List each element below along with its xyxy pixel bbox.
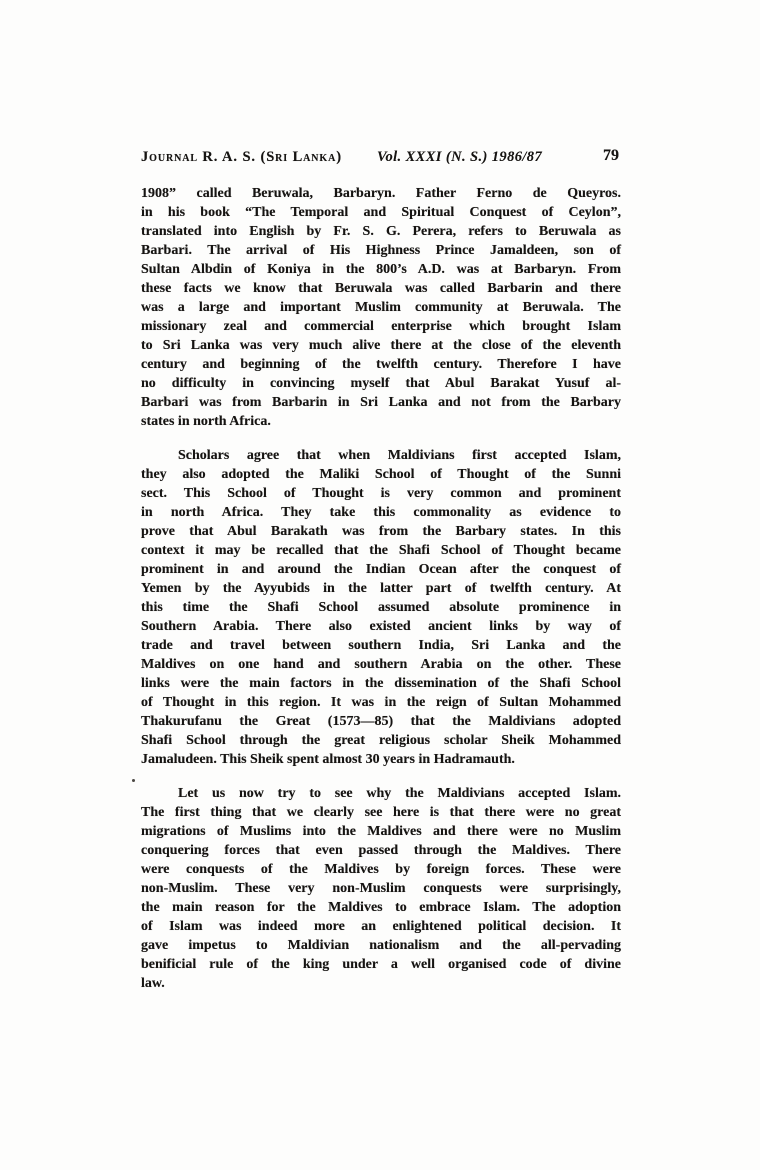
text-line: Southern Arabia. There also existed ancient links by way of <box>141 619 621 634</box>
text-line: sect. This School of Thought is very common and prominent <box>141 486 621 501</box>
journal-title: Journal R. A. S. (Sri Lanka) <box>141 149 342 165</box>
text-line: conquering forces that even passed through the Maldives. There <box>141 843 621 858</box>
text-line: prove that Abul Barakath was from the Barbary states. In this <box>141 524 621 539</box>
text-line: translated into English by Fr. S. G. Perera, refers to Beruwala as <box>141 224 621 239</box>
text-line: benificial rule of the king under a well organised code of divine <box>141 957 621 972</box>
paragraph <box>141 784 621 993</box>
text-line: The first thing that we clearly see here is that there were no great <box>141 805 621 820</box>
paragraph <box>141 184 621 431</box>
text-line: Barbari was from Barbarin in Sri Lanka and not from the Barbary <box>141 395 621 410</box>
text-line: Thakurufanu the Great (1573—85) that the Maldivians adopted <box>141 714 621 729</box>
text-line: of Islam was indeed more an enlightened political decision. It <box>141 919 621 934</box>
text-line: Scholars agree that when Maldivians first accepted Islam, <box>178 448 621 463</box>
text-line: Jamaludeen. This Sheik spent almost 30 years in Hadramauth. <box>141 752 515 767</box>
text-line: migrations of Muslims into the Maldives and there were no Muslim <box>141 824 621 839</box>
text-line: this time the Shafi School assumed absolute prominence in <box>141 600 621 615</box>
text-line: of Thought in this region. It was in the reign of Sultan Mohammed <box>141 695 621 710</box>
text-line: in his book “The Temporal and Spiritual Conquest of Ceylon”, <box>141 205 621 220</box>
text-line: prominent in and around the Indian Ocean after the conquest of <box>141 562 621 577</box>
text-line: Let us now try to see why the Maldivians accepted Islam. <box>178 786 621 801</box>
text-line: Shafi School through the great religious scholar Sheik Mohammed <box>141 733 621 748</box>
text-line: non-Muslim. These very non-Muslim conquests were surprisingly, <box>141 881 621 896</box>
text-line: in north Africa. They take this commonality as evidence to <box>141 505 621 520</box>
text-line: trade and travel between southern India, Sri Lanka and the <box>141 638 621 653</box>
text-line: states in north Africa. <box>141 414 271 429</box>
text-line: Sultan Albdin of Koniya in the 800’s A.D. was at Barbaryn. From <box>141 262 621 277</box>
text-line: missionary zeal and commercial enterprise which brought Islam <box>141 319 621 334</box>
text-line: was a large and important Muslim community at Beruwala. The <box>141 300 621 315</box>
paragraph <box>141 446 621 769</box>
text-line: context it may be recalled that the Shafi School of Thought became <box>141 543 621 558</box>
text-line: links were the main factors in the dissemination of the Shafi School <box>141 676 621 691</box>
text-line: Barbari. The arrival of His Highness Prince Jamaldeen, son of <box>141 243 621 258</box>
text-line: these facts we know that Beruwala was called Barbarin and there <box>141 281 621 296</box>
page-number: 79 <box>603 147 619 164</box>
scan-speck-artifact <box>132 779 135 782</box>
text-line: law. <box>141 976 165 991</box>
text-line: Maldives on one hand and southern Arabia on the other. These <box>141 657 621 672</box>
running-head <box>141 149 621 169</box>
text-line: gave impetus to Maldivian nationalism and the all-pervading <box>141 938 621 953</box>
text-line: 1908” called Beruwala, Barbaryn. Father Ferno de Queyros. <box>141 186 621 201</box>
text-line: no difficulty in convincing myself that Abul Barakat Yusuf al- <box>141 376 621 391</box>
text-line: Yemen by the Ayyubids in the latter part of twelfth century. At <box>141 581 621 596</box>
body-text <box>141 184 621 993</box>
text-line: were conquests of the Maldives by foreign forces. These were <box>141 862 621 877</box>
volume-issue: Vol. XXXI (N. S.) 1986/87 <box>377 149 543 165</box>
text-line: the main reason for the Maldives to embrace Islam. The adoption <box>141 900 621 915</box>
text-line: to Sri Lanka was very much alive there at the close of the eleventh <box>141 338 621 353</box>
text-line: century and beginning of the twelfth century. Therefore I have <box>141 357 621 372</box>
text-line: they also adopted the Maliki School of Thought of the Sunni <box>141 467 621 482</box>
